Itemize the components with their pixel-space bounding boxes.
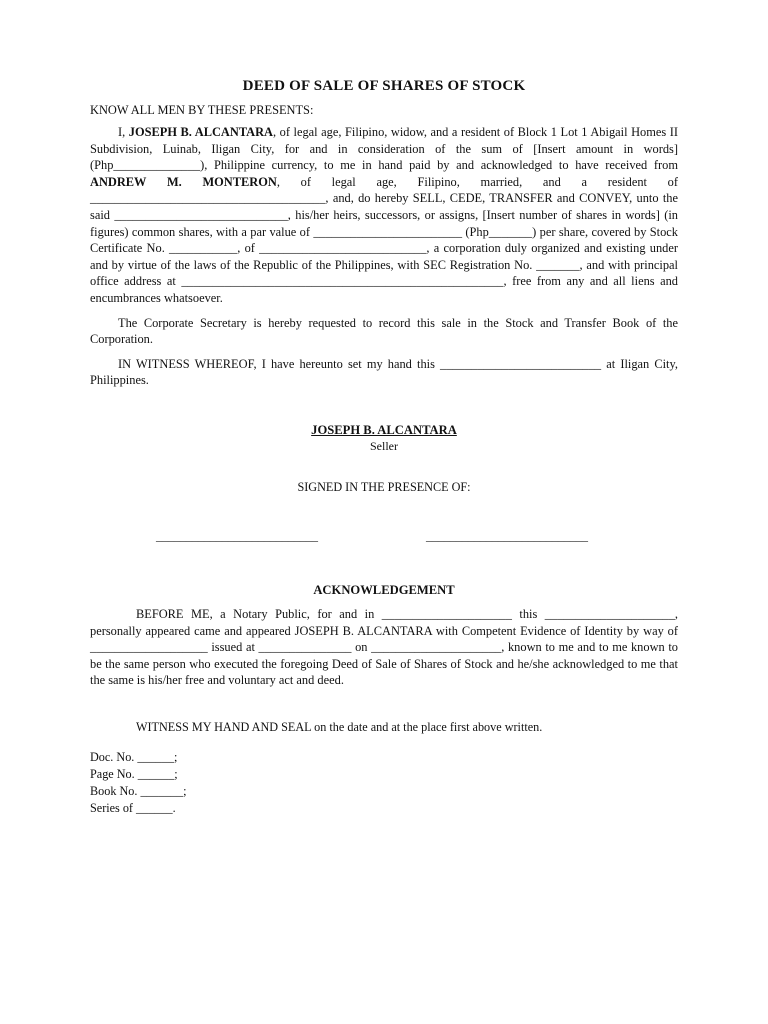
seller-name: JOSEPH B. ALCANTARA: [128, 125, 274, 139]
sale-paragraph: [90, 124, 678, 307]
document-title: DEED OF SALE OF SHARES OF STOCK: [242, 78, 526, 94]
page-no: Page No. ______;: [90, 767, 178, 782]
witness-whereof-paragraph: IN WITNESS WHEREOF, I have hereunto set my hand this __________________________ at Iligan City, Philippines.: [90, 356, 678, 388]
witness-signature-lines: [90, 529, 678, 549]
intro-line: KNOW ALL MEN BY THESE PRESENTS:: [90, 103, 314, 117]
acknowledgement-body: BEFORE ME, a Notary Public, for and in _____________________ this _____________________, personally appeared came and appeared JOSEPH B. ALCANTARA with Competent Evidence of Identity by way of ___________________ issued at _______________ on _____________________, known to me and to me known to be the same person who executed the foregoing Deed of Sale of Shares of Stock and he/she acknowledged to me that the same is his/her free and voluntary act and deed.: [90, 606, 678, 688]
document-page: [90, 78, 678, 817]
doc-no: Doc. No. ______;: [90, 750, 178, 765]
book-no: Book No. _______;: [90, 784, 187, 799]
p1-b: , of legal age, Filipino, widow, and a resident of Block 1 Lot 1 Abigail Homes II Subdivision, Luinab, Iligan City, for and in consideration of the sum of [Insert amount in words] (Php______________), Philippine currency, to me in hand paid by and acknowledged to have received from: [90, 125, 678, 173]
witness-hand-line: WITNESS MY HAND AND SEAL on the date and at the place first above written.: [136, 719, 543, 734]
acknowledgement-title: ACKNOWLEDGEMENT: [313, 582, 455, 597]
series-of: Series of ______.: [90, 801, 176, 816]
seller-signature-name: JOSEPH B. ALCANTARA: [311, 422, 457, 437]
presence-heading: SIGNED IN THE PRESENCE OF:: [297, 479, 471, 494]
notarial-register: [90, 749, 678, 817]
seller-signature-role: Seller: [370, 438, 398, 453]
witness-line-2: ___________________________: [426, 528, 588, 543]
secretary-paragraph: The Corporate Secretary is hereby requested to record this sale in the Stock and Transfer Book of the Corporation.: [90, 315, 678, 347]
p1-a: I,: [118, 125, 129, 139]
buyer-name: ANDREW M. MONTERON: [90, 174, 277, 189]
p1-c: , of legal age, Filipino, married, and a resident of ______________________________________, and, do hereby SELL, CEDE, TRANSFER and CONVEY, unto the said ____________________________, his/her heirs, successors, or assigns, [Insert number of shares in words] (in figures) common shares, with a par value of ________________________ (Php_______) per share, covered by Stock Certificate No. ___________, of ___________________________, a corporation duly organized and existing under and by virtue of the laws of the Republic of the Philippines, with SEC Registration No. _______, and with principal office address at ____________________________________________________, free from any and all liens and encumbrances whatsoever.: [90, 174, 678, 305]
witness-line-1: ___________________________: [156, 528, 318, 543]
